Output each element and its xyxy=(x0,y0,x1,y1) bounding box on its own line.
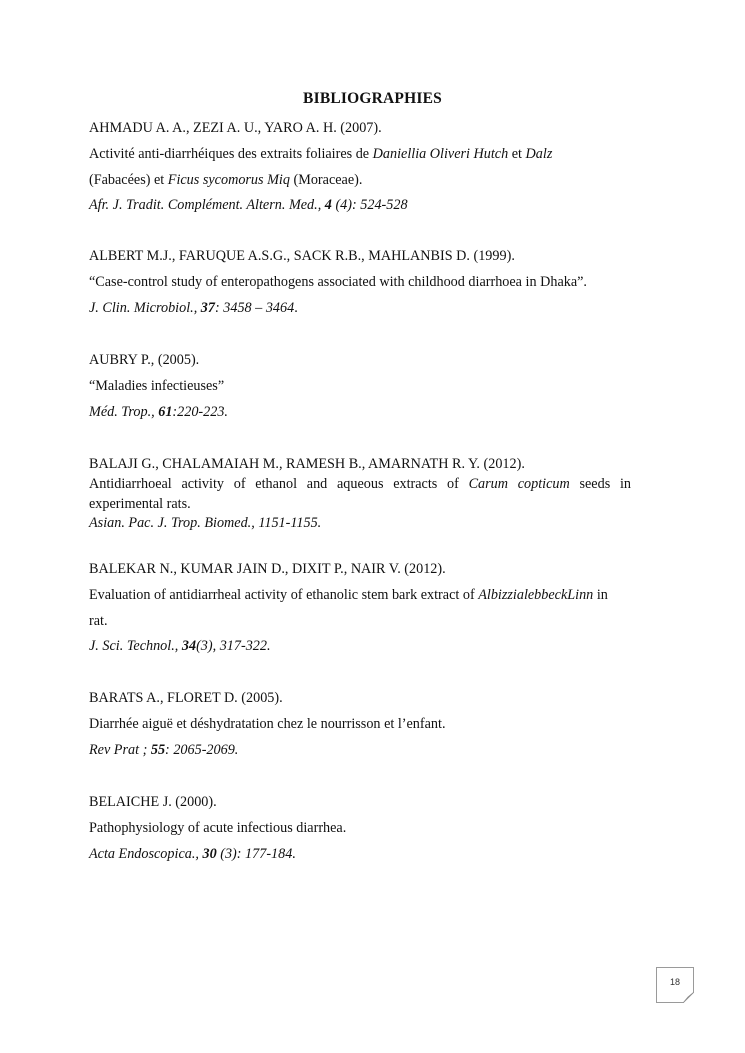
reference-authors: AHMADU A. A., ZEZI A. U., YARO A. H. (2007). xyxy=(89,120,382,136)
reference-journal: Acta Endoscopica., 30 (3): 177-184. xyxy=(89,846,296,862)
reference-title: Diarrhée aiguë et déshydratation chez le nourrisson et l’enfant. xyxy=(89,716,446,732)
page-title: BIBLIOGRAPHIES xyxy=(303,90,442,107)
reference-authors: BELAICHE J. (2000). xyxy=(89,794,217,810)
reference-journal: J. Sci. Technol., 34(3), 317-322. xyxy=(89,638,271,654)
reference-title-line-1: Antidiarrhoeal activity of ethanol and aqueous extracts of Carum copticum seeds in xyxy=(89,476,631,492)
reference-journal: Méd. Trop., 61:220-223. xyxy=(89,404,228,420)
reference-journal: Afr. J. Tradit. Complément. Altern. Med., 4 (4): 524-528 xyxy=(89,197,408,213)
reference-title-line-2: experimental rats. xyxy=(89,496,191,512)
reference-authors: ALBERT M.J., FARUQUE A.S.G., SACK R.B., MAHLANBIS D. (1999). xyxy=(89,248,515,264)
reference-title: “Case-control study of enteropathogens associated with childhood diarrhoea in Dhaka”. xyxy=(89,274,587,290)
reference-authors: BARATS A., FLORET D. (2005). xyxy=(89,690,283,706)
reference-title: Pathophysiology of acute infectious diarrhea. xyxy=(89,820,347,836)
page-number-box xyxy=(656,967,694,1003)
reference-title-line-2: rat. xyxy=(89,613,108,629)
folded-corner-icon xyxy=(683,992,694,1003)
reference-title: “Maladies infectieuses” xyxy=(89,378,225,394)
reference-title-line-2: (Fabacées) et Ficus sycomorus Miq (Moraceae). xyxy=(89,172,363,188)
reference-journal: Asian. Pac. J. Trop. Biomed., 1151-1155. xyxy=(89,515,322,531)
reference-authors: BALEKAR N., KUMAR JAIN D., DIXIT P., NAIR V. (2012). xyxy=(89,561,446,577)
reference-title-line-1: Evaluation of antidiarrheal activity of ethanolic stem bark extract of AlbizzialebbeckLinn in xyxy=(89,587,608,603)
reference-journal: J. Clin. Microbiol., 37: 3458 – 3464. xyxy=(89,300,298,316)
reference-title-line-1: Activité anti-diarrhéiques des extraits foliaires de Daniellia Oliveri Hutch et Dalz xyxy=(89,146,553,162)
reference-journal: Rev Prat ; 55: 2065-2069. xyxy=(89,742,239,758)
page-number: 18 xyxy=(669,977,680,987)
reference-authors: AUBRY P., (2005). xyxy=(89,352,200,368)
reference-authors: BALAJI G., CHALAMAIAH M., RAMESH B., AMARNATH R. Y. (2012). xyxy=(89,456,525,472)
